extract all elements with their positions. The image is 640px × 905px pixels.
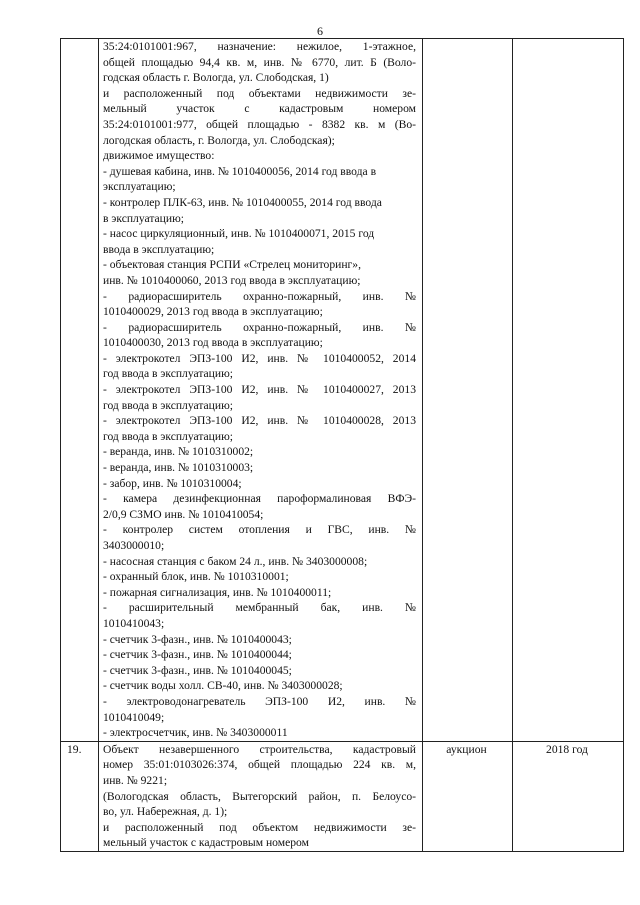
description-line: - пожарная сигнализация, инв. № 1010400011;	[103, 585, 332, 599]
description-line: 1010400030, 2013 год ввода в эксплуатацию;	[103, 336, 323, 350]
description-line: 35:24:0101001:967, назначение: нежилое, 1-этажное,	[103, 40, 416, 53]
description-line: логодская область, г. Вологда, ул. Слободская);	[103, 133, 335, 147]
description-line: - радиорасширитель охранно-пожарный, инв. №	[103, 320, 416, 334]
description-line: - забор, инв. № 1010310004;	[103, 476, 242, 490]
description-line: 3403000010;	[103, 539, 165, 552]
sale-year	[513, 39, 624, 742]
description-line: мельный участок с кадастровым номером	[103, 102, 416, 116]
sale-method: аукцион	[423, 741, 513, 851]
page-number: 6	[317, 24, 323, 38]
table-row	[61, 39, 624, 742]
description-line: - электросчетчик, инв. № 3403000011	[103, 726, 288, 740]
description-line: инв. № 1010400060, 2013 год ввода в эксплуатацию;	[103, 273, 361, 287]
description-line: - счетчик 3-фазн., инв. № 1010400045;	[103, 663, 292, 677]
description-line: Объект незавершенного строительства, кадастровый	[103, 742, 416, 756]
description-line: год ввода в эксплуатацию;	[103, 367, 233, 381]
property-description	[99, 741, 423, 851]
description-line: - охранный блок, инв. № 1010310001;	[103, 570, 289, 584]
description-line: - счетчик 3-фазн., инв. № 1010400043;	[103, 632, 292, 646]
description-line: годская область г. Вологда, ул. Слободская, 1)	[103, 71, 329, 85]
sale-method	[423, 39, 513, 742]
description-line: - объектовая станция РСПИ «Стрелец мониторинг»,	[103, 258, 361, 272]
description-line: мельный участок с кадастровым номером	[103, 836, 309, 850]
description-line: - душевая кабина, инв. № 1010400056, 2014 год ввода в	[103, 164, 377, 178]
description-line: - радиорасширитель охранно-пожарный, инв. №	[103, 289, 416, 303]
sale-year: 2018 год	[513, 741, 624, 851]
description-line: ввода в эксплуатацию;	[103, 242, 215, 256]
description-line: - камера дезинфекционная пароформалиновая ВФЭ-	[103, 492, 416, 506]
description-line: 2/0,9 СЗМО инв. № 1010410054;	[103, 507, 264, 521]
description-line: 1010410043;	[103, 616, 165, 630]
description-line: - счетчик воды холл. СВ-40, инв. № 3403000028;	[103, 679, 343, 693]
property-description	[99, 39, 423, 742]
description-line: - электрокотел ЭПЗ-100 И2, инв. № 1010400028, 2013	[103, 414, 416, 428]
description-line: - веранда, инв. № 1010310002;	[103, 445, 254, 459]
description-line: - электроводонагреватель ЭПЗ-100 И2, инв. №	[103, 694, 416, 708]
description-line: 35:24:0101001:977, общей площадью - 8382 кв. м (Во-	[103, 117, 416, 131]
description-line: - контролер систем отопления и ГВС, инв. №	[103, 523, 416, 537]
description-line: - счетчик 3-фазн., инв. № 1010400044;	[103, 648, 292, 662]
description-line: во, ул. Набережная, д. 1);	[103, 805, 228, 819]
row-number	[61, 39, 99, 742]
description-line: - электрокотел ЭПЗ-100 И2, инв. № 1010400027, 2013	[103, 383, 416, 397]
description-line: - контролер ПЛК-63, инв. № 1010400055, 2014 год ввода	[103, 195, 382, 209]
description-line: - веранда, инв. № 1010310003;	[103, 461, 254, 475]
description-line: год ввода в эксплуатацию;	[103, 429, 233, 443]
description-line: - насосная станция с баком 24 л., инв. № 3403000008;	[103, 554, 368, 568]
description-line: 1010410049;	[103, 710, 165, 724]
description-line: - электрокотел ЭПЗ-100 И2, инв. № 1010400052, 2014	[103, 351, 416, 365]
description-line: движимое имущество:	[103, 149, 215, 163]
property-table	[60, 38, 624, 852]
description-line: и расположенный под объектом недвижимости зе-	[103, 820, 416, 834]
description-line: номер 35:01:0103026:374, общей площадью 224 кв. м,	[103, 758, 416, 772]
description-line: и расположенный под объектами недвижимости зе-	[103, 86, 416, 100]
description-line: год ввода в эксплуатацию;	[103, 398, 233, 412]
description-line: - расширительный мембранный бак, инв. №	[103, 601, 416, 615]
description-line: (Вологодская область, Вытегорский район, п. Белоусо-	[103, 789, 416, 803]
description-line: в эксплуатацию;	[103, 211, 184, 225]
description-line: эксплуатацию;	[103, 180, 176, 194]
table-row	[61, 741, 624, 851]
description-line: общей площадью 94,4 кв. м, инв. № 6770, лит. Б (Воло-	[103, 55, 416, 69]
row-number: 19.	[61, 741, 99, 851]
description-line: 1010400029, 2013 год ввода в эксплуатацию;	[103, 305, 323, 319]
description-line: инв. № 9221;	[103, 773, 168, 787]
description-line: - насос циркуляционный, инв. № 1010400071, 2015 год	[103, 227, 375, 241]
